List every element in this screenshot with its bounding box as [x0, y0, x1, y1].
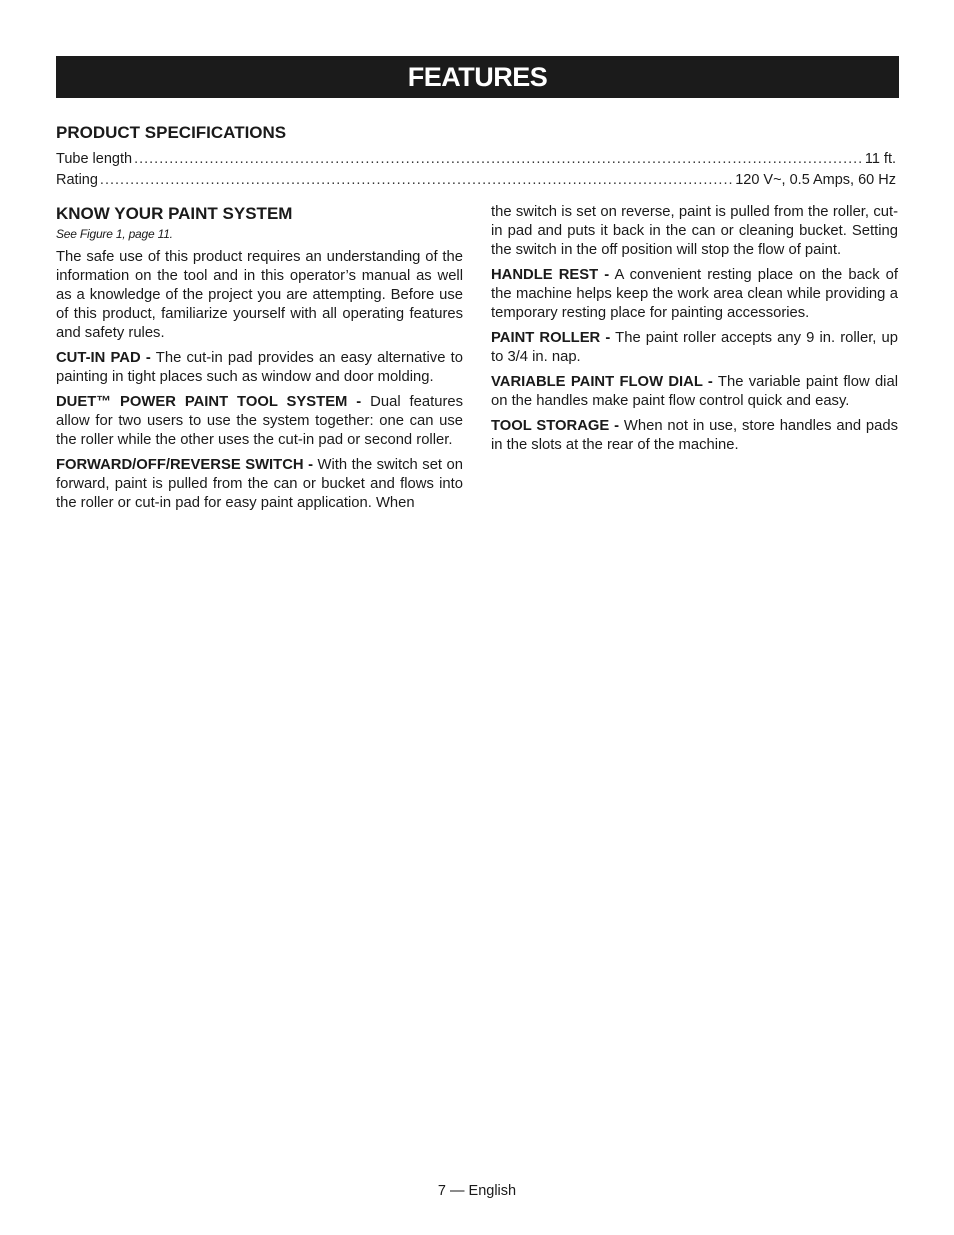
specifications-table: [56, 149, 896, 190]
feature-item-paint-roller: [491, 329, 898, 367]
spec-row-tube-length: [56, 149, 896, 170]
feature-item-duet-system: [56, 393, 463, 450]
page-footer: 7 — English: [437, 1183, 517, 1199]
switch-continued-paragraph: the switch is set on reverse, paint is pulled from the roller, cut-in pad and puts it back in the can or cleaning bucket. Setting the switch in the off position will stop the flow of paint.: [491, 204, 898, 258]
feature-term: TOOL STORAGE -: [491, 418, 620, 434]
page-title: FEATURES: [407, 61, 548, 92]
feature-item-flow-dial: [491, 373, 898, 411]
feature-description: The paint roller accepts any 9 in. roller, up to 3/4 in. nap.: [491, 330, 898, 365]
feature-term: HANDLE REST -: [491, 267, 610, 283]
feature-description: Dual features allow for two users to use the system together: one can use the roller while the other uses the cut-in pad or second roller.: [56, 394, 464, 448]
feature-term: CUT-IN PAD -: [56, 350, 151, 366]
feature-description: The cut-in pad provides an easy alternative to painting in tight places such as window and door molding.: [56, 350, 463, 385]
feature-description: A convenient resting place on the back of the machine helps keep the work area clean while providing a temporary resting place for painting accessories.: [491, 267, 899, 321]
feature-term: DUET™ POWER PAINT TOOL SYSTEM -: [56, 394, 362, 410]
feature-term: FORWARD/OFF/REVERSE SWITCH -: [56, 457, 313, 473]
feature-term: PAINT ROLLER -: [491, 330, 611, 346]
dot-leader: [100, 170, 733, 191]
features-banner: [56, 56, 899, 98]
feature-description: With the switch set on forward, paint is pulled from the can or bucket and flows into the roller or cut-in pad for easy paint application. When: [56, 457, 463, 511]
dot-leader: [134, 149, 863, 170]
left-column: [56, 202, 463, 519]
specifications-heading: PRODUCT SPECIFICATIONS: [56, 123, 287, 142]
feature-item-cut-in-pad: [56, 349, 463, 387]
spec-value: 11 ft.: [864, 151, 896, 167]
feature-item-tool-storage: [491, 417, 898, 455]
spec-row-rating: [56, 170, 896, 191]
intro-paragraph: The safe use of this product requires an understanding of the information on the tool and in this operator’s manual as well as a knowledge of the project you are attempting. Before use of this product, familiarize yourself with all operating features and safety rules.: [56, 249, 463, 341]
spec-label: Tube length: [56, 151, 133, 167]
spec-value: 120 V~, 0.5 Amps, 60 Hz: [735, 171, 896, 188]
feature-item-handle-rest: [491, 266, 898, 323]
feature-description: When not in use, store handles and pads in the slots at the rear of the machine.: [491, 418, 898, 453]
right-column: [491, 203, 898, 461]
feature-item-switch: [56, 456, 463, 513]
know-your-system-heading: KNOW YOUR PAINT SYSTEM: [56, 204, 293, 223]
feature-term: VARIABLE PAINT FLOW DIAL -: [491, 374, 713, 390]
spec-label: Rating: [56, 171, 98, 188]
feature-description: The variable paint flow dial on the handles make paint flow control quick and easy.: [491, 374, 898, 409]
figure-reference: See Figure 1, page 11.: [56, 227, 173, 241]
